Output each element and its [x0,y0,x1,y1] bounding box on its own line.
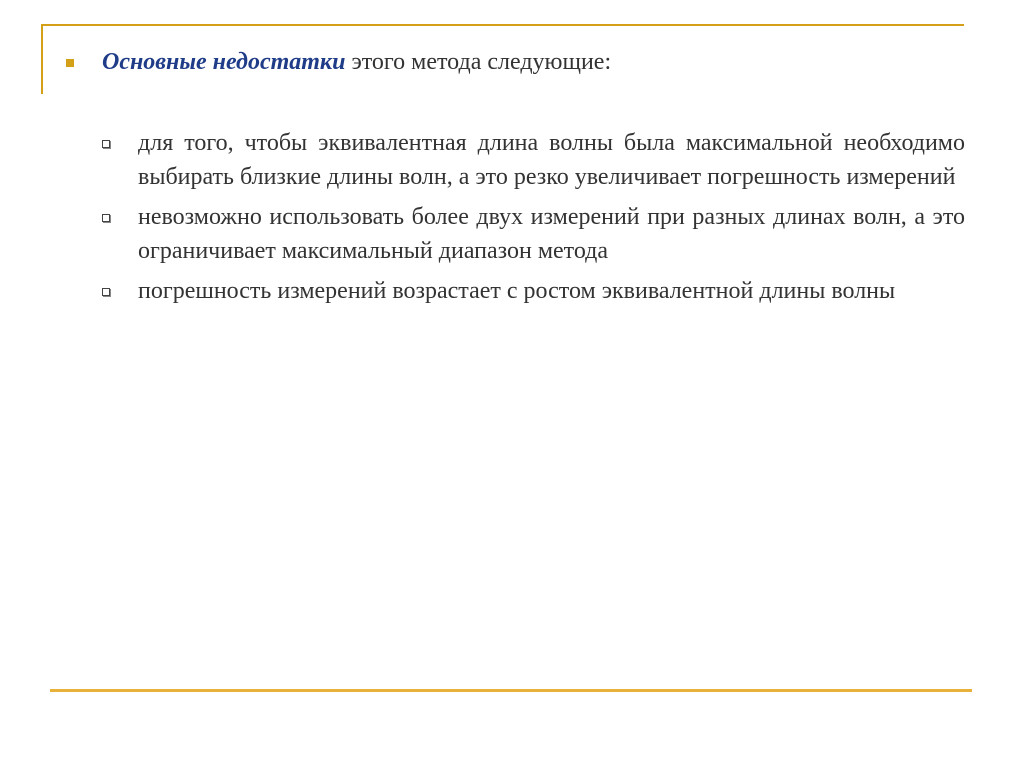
hollow-square-bullet-icon [102,288,110,296]
heading-text [102,46,611,78]
heading-emphasis: Основные недостатки [102,49,346,75]
left-accent-line [41,24,43,94]
square-bullet-icon [66,59,74,67]
list-item-text: для того, чтобы эквивалентная длина волны была максимальной необходимо выбирать близкие длины волн, а это резко увеличивает погрешность измерений [138,130,965,190]
sub-bullet-list [100,126,965,314]
top-accent-line [41,24,964,26]
hollow-square-bullet-icon [102,214,110,222]
list-item-text: невозможно использовать более двух измерений при разных длинах волн, а это ограничивает максимальный диапазон метода [138,204,965,264]
bottom-accent-line [50,689,972,692]
hollow-square-bullet-icon [102,140,110,148]
list-item [100,126,965,194]
list-item-text: погрешность измерений возрастает с ростом эквивалентной длины волны [138,278,896,304]
heading-rest: этого метода следующие: [345,49,612,75]
list-item [100,200,965,268]
list-item [100,274,965,308]
